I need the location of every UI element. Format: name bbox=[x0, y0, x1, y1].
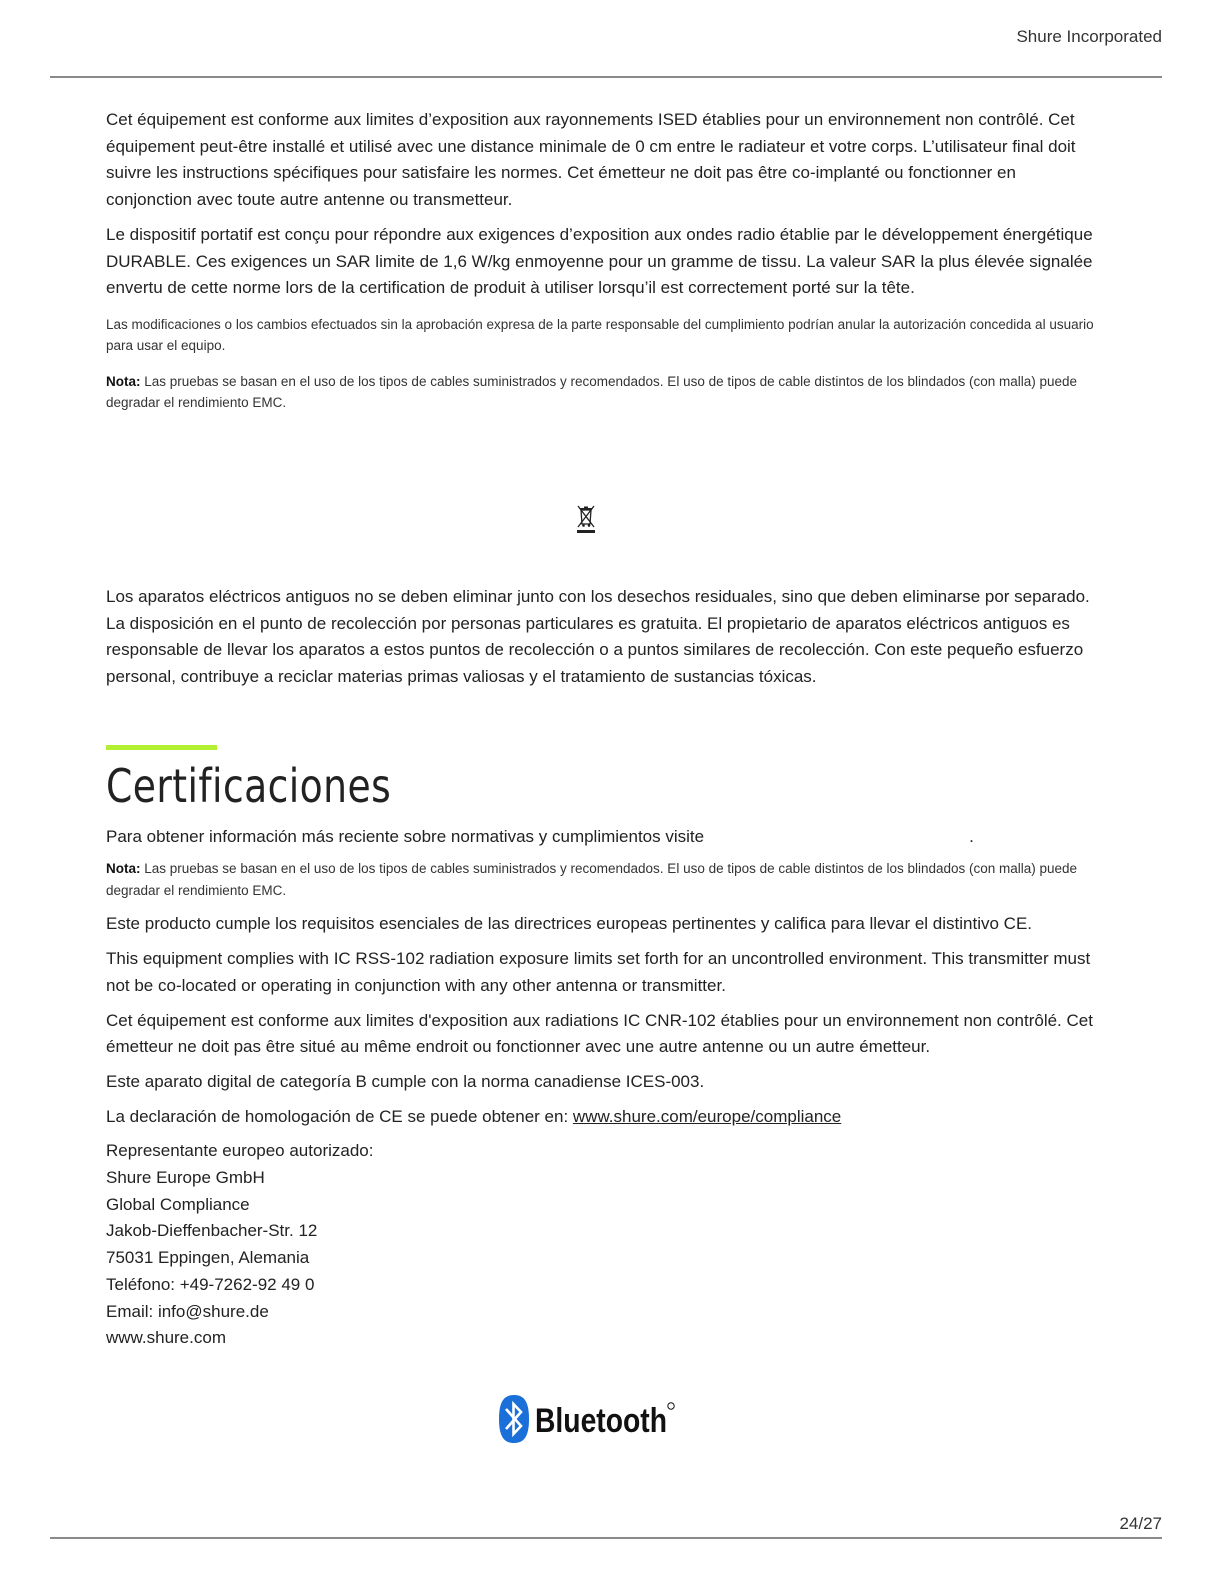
section-title-certificaciones: Certificaciones bbox=[106, 758, 392, 813]
footer-rule bbox=[50, 1537, 1162, 1539]
ce-declaration-paragraph bbox=[106, 1104, 1106, 1131]
nota-text: Las pruebas se basan en el uso de los tipos de cables suministrados y recomendados. El uso de tipos de cable distintos de los blindados (con malla) puede degradar el rendimiento EMC. bbox=[106, 373, 1078, 411]
certifications-intro-text: Para obtener información más reciente sobre normativas y cumplimientos visite bbox=[106, 826, 705, 846]
modifications-note: Las modificaciones o los cambios efectuados sin la aprobación expresa de la parte responsable del cumplimiento podrían anular la autorización concedida al usuario para usar el equipo. bbox=[106, 316, 1094, 354]
nota-label-2: Nota: bbox=[106, 861, 141, 877]
bluetooth-icon bbox=[499, 1395, 529, 1443]
ices-paragraph: Este aparato digital de categoría B cumple con la norma canadiense ICES-003. bbox=[106, 1071, 705, 1091]
european-representative-block bbox=[106, 1138, 1106, 1352]
ised-paragraph-fr: Cet équipement est conforme aux limites d’exposition aux rayonnements ISED établies pour un environnement non contrôlé. Cet équipement peut-être installé et utilisé avec une distance minimale de 0 cm entre le radiateur et votre corps. L’utilisateur final doit suivre les instructions spécifiques pour satisfaire les normes. Cet émetteur ne doit pas être co-implanté ou fonctionner en conjonction avec toute autre antenne ou transmetteur. bbox=[106, 110, 1076, 210]
ic-paragraph-en: This equipment complies with IC RSS-102 radiation exposure limits set forth for an uncontrolled environment. This transmitter must not be co-located or operating in conjunction with any other antenna or transmitter. bbox=[106, 949, 1091, 995]
weee-symbol-area bbox=[106, 414, 1106, 584]
rep-email: Email: info@shure.de bbox=[106, 1301, 269, 1321]
ce-declaration-link[interactable]: www.shure.com/europe/compliance bbox=[572, 1106, 842, 1126]
bluetooth-logo bbox=[497, 1393, 679, 1445]
header-rule bbox=[50, 76, 1162, 78]
nota-text-2: Las pruebas se basan en el uso de los tipos de cables suministrados y recomendados. El uso de tipos de cable distintos de los blindados (con malla) puede degradar el rendimiento EMC. bbox=[106, 861, 1078, 898]
certifications-intro bbox=[106, 824, 1106, 851]
bluetooth-wordmark: Bluetooth bbox=[535, 1402, 667, 1440]
rep-website: www.shure.com bbox=[106, 1328, 226, 1348]
certifications-intro-end: . bbox=[969, 826, 974, 846]
page-content bbox=[106, 107, 1106, 1352]
sar-paragraph-fr: Le dispositif portatif est conçu pour répondre aux exigences d’exposition aux ondes radio établie par le développement énergétique DURABLE. Ces exigences un SAR limite de 1,6 W/kg enmoyenne pour un gramme de tissu. La valeur SAR la plus élevée signalée envertu de cette norme lors de la certification de produit à utiliser lorsqu’il est correctement porté sur la tête. bbox=[106, 224, 1093, 298]
crossed-out-wheelie-bin-icon bbox=[576, 504, 596, 534]
rep-heading: Representante europeo autorizado: bbox=[106, 1141, 374, 1161]
rep-department: Global Compliance bbox=[106, 1194, 250, 1214]
nota-note-2 bbox=[106, 858, 1106, 901]
ce-paragraph: Este producto cumple los requisitos esenciales de las directrices europeas pertinentes y califica para llevar el distintivo CE. bbox=[106, 914, 1033, 934]
page-number: 24/27 bbox=[1119, 1514, 1162, 1533]
rep-company: Shure Europe GmbH bbox=[106, 1168, 265, 1188]
ic-paragraph-fr: Cet équipement est conforme aux limites d'exposition aux radiations IC CNR-102 établies pour un environnement non contrôlé. Cet émetteur ne doit pas être situé au même endroit ou fonctionner avec une autre antenne ou un autre émetteur. bbox=[106, 1010, 1093, 1057]
rep-street: Jakob-Dieffenbacher-Str. 12 bbox=[106, 1221, 318, 1241]
ce-declaration-text: La declaración de homologación de CE se puede obtener en: bbox=[106, 1106, 573, 1126]
nota-note bbox=[106, 371, 1106, 414]
nota-label: Nota: bbox=[106, 373, 141, 389]
rep-city: 75031 Eppingen, Alemania bbox=[106, 1248, 310, 1268]
header-company: Shure Incorporated bbox=[1016, 27, 1162, 46]
section-accent-bar bbox=[106, 745, 217, 750]
registered-mark bbox=[668, 1403, 674, 1409]
rep-phone: Teléfono: +49-7262-92 49 0 bbox=[106, 1274, 315, 1294]
weee-disposal-paragraph: Los aparatos eléctricos antiguos no se deben eliminar junto con los desechos residuales, sino que deben eliminarse por separado. La disposición en el punto de recolección por personas particulares es gratuita. El propietario de aparatos eléctricos antiguos es responsable de llevar los aparatos a estos puntos de recolección o a puntos similares de recolección. Con este pequeño esfuerzo personal, contribuye a reciclar materias primas valiosas y el tratamiento de sustancias tóxicas. bbox=[106, 586, 1090, 687]
